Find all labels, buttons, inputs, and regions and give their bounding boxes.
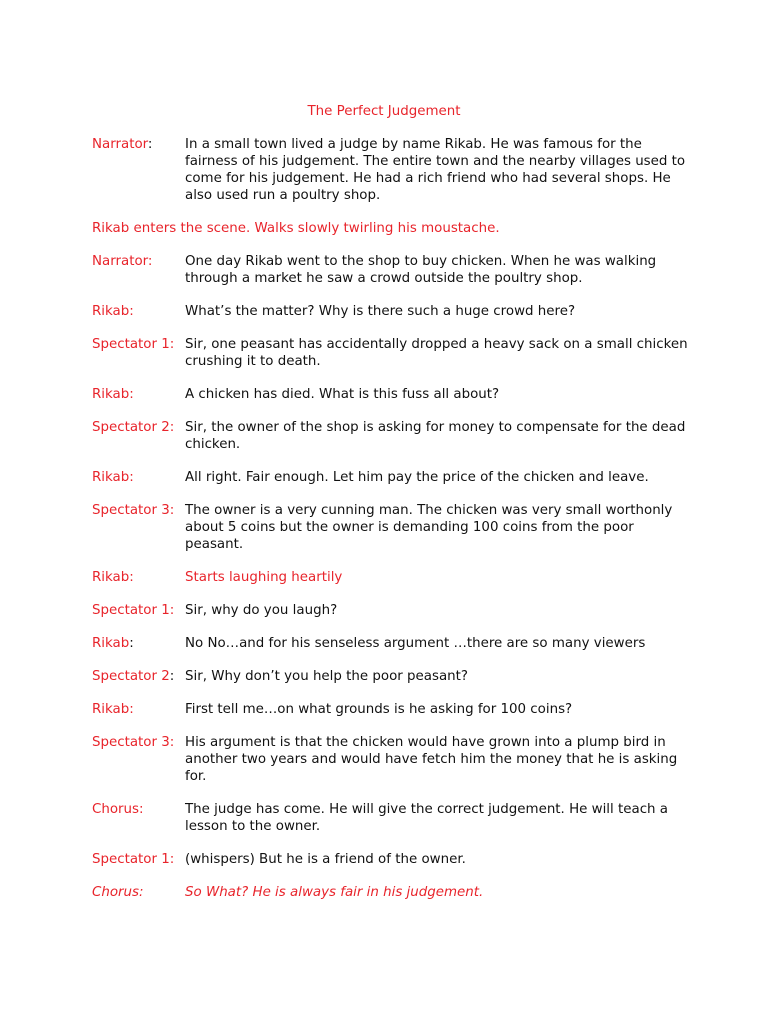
dialogue-entry xyxy=(92,602,692,619)
dialogue-entry xyxy=(92,253,692,287)
dialogue-entry xyxy=(92,569,692,586)
dialogue-entry xyxy=(92,884,692,901)
dialogue-text: First tell me…on what grounds is he asking for 100 coins? xyxy=(185,702,573,717)
speaker-label: Spectator 3: xyxy=(92,735,175,750)
dialogue-entry xyxy=(92,386,692,403)
dialogue-entry xyxy=(92,419,692,453)
dialogue-text: So What? He is always fair in his judgement. xyxy=(185,885,484,900)
speaker-label: Narrator: xyxy=(92,137,153,152)
speaker-label: Rikab: xyxy=(92,702,134,717)
dialogue-text: In a small town lived a judge by name Rikab. He was famous for the fairness of his judgement. The entire town and the nearby villages used to come for his judgement. He had a rich friend who had several shops. He also used run a poultry shop. xyxy=(185,137,686,203)
dialogue-entry xyxy=(92,136,692,204)
dialogue-entry xyxy=(92,635,692,652)
dialogue-text: What’s the matter? Why is there such a huge crowd here? xyxy=(185,304,576,319)
stage-action-text: Starts laughing heartily xyxy=(185,570,343,585)
dialogue-text: Sir, why do you laugh? xyxy=(185,603,338,618)
speaker-label: Chorus: xyxy=(92,885,144,900)
speaker-label: Spectator 1: xyxy=(92,337,175,352)
speaker-label: Chorus: xyxy=(92,802,144,817)
speaker-label: Rikab: xyxy=(92,470,134,485)
speaker-label: Spectator 2: xyxy=(92,669,175,684)
dialogue-text: No No…and for his senseless argument …there are so many viewers xyxy=(185,636,646,651)
dialogue-entry xyxy=(92,701,692,718)
dialogue-entry xyxy=(92,801,692,835)
dialogue-entry xyxy=(92,668,692,685)
dialogue-text: All right. Fair enough. Let him pay the price of the chicken and leave. xyxy=(185,470,649,485)
speaker-label: Spectator 1: xyxy=(92,852,175,867)
speaker-label: Spectator 1: xyxy=(92,603,175,618)
dialogue-text: Sir, the owner of the shop is asking for money to compensate for the dead chicken. xyxy=(185,420,686,452)
dialogue-entry xyxy=(92,734,692,785)
dialogue-entry xyxy=(92,303,692,320)
speaker-label: Spectator 2: xyxy=(92,420,175,435)
dialogue-entry xyxy=(92,851,692,868)
dialogue-entry xyxy=(92,502,692,553)
dialogue-text: Sir, one peasant has accidentally dropped a heavy sack on a small chicken crushing it to death. xyxy=(185,337,688,369)
script-body xyxy=(92,136,692,917)
speaker-label: Narrator: xyxy=(92,254,153,269)
dialogue-text: A chicken has died. What is this fuss all about? xyxy=(185,387,500,402)
stage-direction: Rikab enters the scene. Walks slowly twirling his moustache. xyxy=(92,221,500,236)
dialogue-entry xyxy=(92,469,692,486)
dialogue-text: One day Rikab went to the shop to buy chicken. When he was walking through a market he saw a crowd outside the poultry shop. xyxy=(185,254,657,286)
dialogue-text: His argument is that the chicken would have grown into a plump bird in another two years and would have fetch him the money that he is asking for. xyxy=(185,735,678,784)
dialogue-text: The judge has come. He will give the correct judgement. He will teach a lesson to the owner. xyxy=(185,802,669,834)
speaker-label: Rikab: xyxy=(92,387,134,402)
dialogue-text: (whispers) But he is a friend of the owner. xyxy=(185,852,466,867)
dialogue-entry xyxy=(92,336,692,370)
speaker-label: Rikab: xyxy=(92,570,134,585)
speaker-label: Rikab: xyxy=(92,304,134,319)
speaker-label: Rikab: xyxy=(92,636,134,651)
document-title: The Perfect Judgement xyxy=(307,104,461,119)
dialogue-text: The owner is a very cunning man. The chicken was very small worthonly about 5 coins but the owner is demanding 100 coins from the poor peasant. xyxy=(185,503,673,552)
dialogue-text: Sir, Why don’t you help the poor peasant? xyxy=(185,669,469,684)
speaker-label: Spectator 3: xyxy=(92,503,175,518)
